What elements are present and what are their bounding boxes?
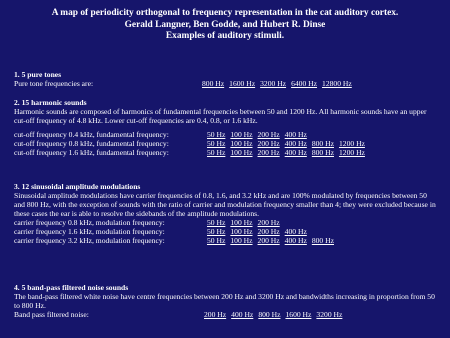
sound-link[interactable]: 200 Hz xyxy=(257,218,280,227)
sound-link[interactable]: 200 Hz xyxy=(257,236,280,245)
sound-link[interactable]: 400 Hz xyxy=(231,310,254,319)
sound-link[interactable]: 200 Hz xyxy=(257,130,280,139)
sound-link[interactable]: 50 Hz xyxy=(207,130,226,139)
section-description: Harmonic sounds are composed of harmonics of fundamental frequencies between 50 and 1200 Hz. All harmonic sounds have an upper cut-off frequency of 4.8 kHz. Lower cut-off frequencies are 0.4, 0.8, or 1.6 kHz. xyxy=(14,107,427,125)
sound-link[interactable]: 100 Hz xyxy=(230,130,253,139)
authors-line: Gerald Langner, Ben Godde, and Hubert R. Dinse xyxy=(124,19,326,30)
sound-link[interactable]: 100 Hz xyxy=(230,148,253,157)
link-group xyxy=(207,130,312,139)
row-label: Band pass filtered noise: xyxy=(14,310,89,319)
section-heading: 1. 5 pure tones xyxy=(14,70,62,79)
link-group xyxy=(202,79,357,88)
link-row xyxy=(14,310,438,319)
row-label: carrier frequency 3.2 kHz, modulation frequency: xyxy=(14,236,165,245)
section-description: Sinusoidal amplitude modulations have carrier frequencies of 0.8, 1.6, and 3.2 kHz and are 100% modulated by frequencies between 50 and 800 Hz, with the exception of sounds with the ratio of carrier and modulation frequency smaller than 4; they were excluded because in these cases the ear is able to resolve the sidebands of the amplitude modulations. xyxy=(14,191,436,218)
sound-link[interactable]: 12800 Hz xyxy=(322,79,352,88)
sound-link[interactable]: 800 Hz xyxy=(311,148,334,157)
sound-link[interactable]: 100 Hz xyxy=(230,139,253,148)
sound-link[interactable]: 400 Hz xyxy=(284,236,307,245)
sound-link[interactable]: 100 Hz xyxy=(230,218,253,227)
row-label: cut-off frequency 1.6 kHz, fundamental frequency: xyxy=(14,148,169,157)
sound-link[interactable]: 6400 Hz xyxy=(291,79,318,88)
sound-link[interactable]: 100 Hz xyxy=(230,236,253,245)
link-row xyxy=(14,79,438,88)
page-title xyxy=(0,8,450,43)
sound-link[interactable]: 400 Hz xyxy=(284,148,307,157)
section-heading: 4. 5 band-pass filtered noise sounds xyxy=(14,283,129,292)
link-row xyxy=(14,148,438,157)
section-description: The band-pass filtered white noise have centre frequencies between 200 Hz and 3200 Hz and bandwidths increasing in proportion from 50 to 800 Hz. xyxy=(14,292,435,310)
link-group xyxy=(207,236,339,245)
sound-link[interactable]: 200 Hz xyxy=(257,139,280,148)
link-row xyxy=(14,227,438,236)
link-row xyxy=(14,139,438,148)
section-heading: 2. 15 harmonic sounds xyxy=(14,98,87,107)
sound-link[interactable]: 800 Hz xyxy=(202,79,225,88)
sound-link[interactable]: 1600 Hz xyxy=(229,79,256,88)
sound-link[interactable]: 1200 Hz xyxy=(338,139,365,148)
link-group xyxy=(207,148,370,157)
sound-link[interactable]: 50 Hz xyxy=(207,227,226,236)
row-label: carrier frequency 0.8 kHz, modulation frequency: xyxy=(14,218,165,227)
row-label: cut-off frequency 0.4 kHz, fundamental frequency: xyxy=(14,130,169,139)
section-amplitude-modulations xyxy=(14,182,438,245)
section-pure-tones xyxy=(14,70,438,88)
sound-link[interactable]: 50 Hz xyxy=(207,139,226,148)
row-label: carrier frequency 1.6 kHz, modulation frequency: xyxy=(14,227,165,236)
sound-link[interactable]: 50 Hz xyxy=(207,218,226,227)
row-label: cut-off frequency 0.8 kHz, fundamental frequency: xyxy=(14,139,169,148)
sound-link[interactable]: 200 Hz xyxy=(204,310,227,319)
sound-link[interactable]: 50 Hz xyxy=(207,148,226,157)
sound-link[interactable]: 400 Hz xyxy=(284,139,307,148)
title-line: A map of periodicity orthogonal to frequency representation in the cat auditory cortex. xyxy=(51,8,399,18)
sound-link[interactable]: 100 Hz xyxy=(230,227,253,236)
sound-link[interactable]: 800 Hz xyxy=(258,310,281,319)
link-group xyxy=(207,218,285,227)
section-harmonic-sounds xyxy=(14,98,438,157)
link-row xyxy=(14,236,438,245)
link-group xyxy=(207,227,312,236)
sound-link[interactable]: 400 Hz xyxy=(284,130,307,139)
sound-link[interactable]: 3200 Hz xyxy=(316,310,343,319)
sound-link[interactable]: 800 Hz xyxy=(311,236,334,245)
sound-link[interactable]: 1600 Hz xyxy=(285,310,312,319)
sound-link[interactable]: 200 Hz xyxy=(257,227,280,236)
link-group xyxy=(204,310,347,319)
subtitle-line: Examples of auditory stimuli. xyxy=(165,31,285,41)
sound-link[interactable]: 800 Hz xyxy=(311,139,334,148)
sound-link[interactable]: 3200 Hz xyxy=(260,79,287,88)
sound-link[interactable]: 50 Hz xyxy=(207,236,226,245)
sound-link[interactable]: 400 Hz xyxy=(284,227,307,236)
link-row xyxy=(14,218,438,227)
link-row xyxy=(14,130,438,139)
sound-link[interactable]: 1200 Hz xyxy=(338,148,365,157)
row-label: Pure tone frequencies are: xyxy=(14,79,94,88)
sound-link[interactable]: 200 Hz xyxy=(257,148,280,157)
section-heading: 3. 12 sinusoidal amplitude modulations xyxy=(14,182,141,191)
section-band-pass-noise xyxy=(14,283,438,319)
link-group xyxy=(207,139,370,148)
